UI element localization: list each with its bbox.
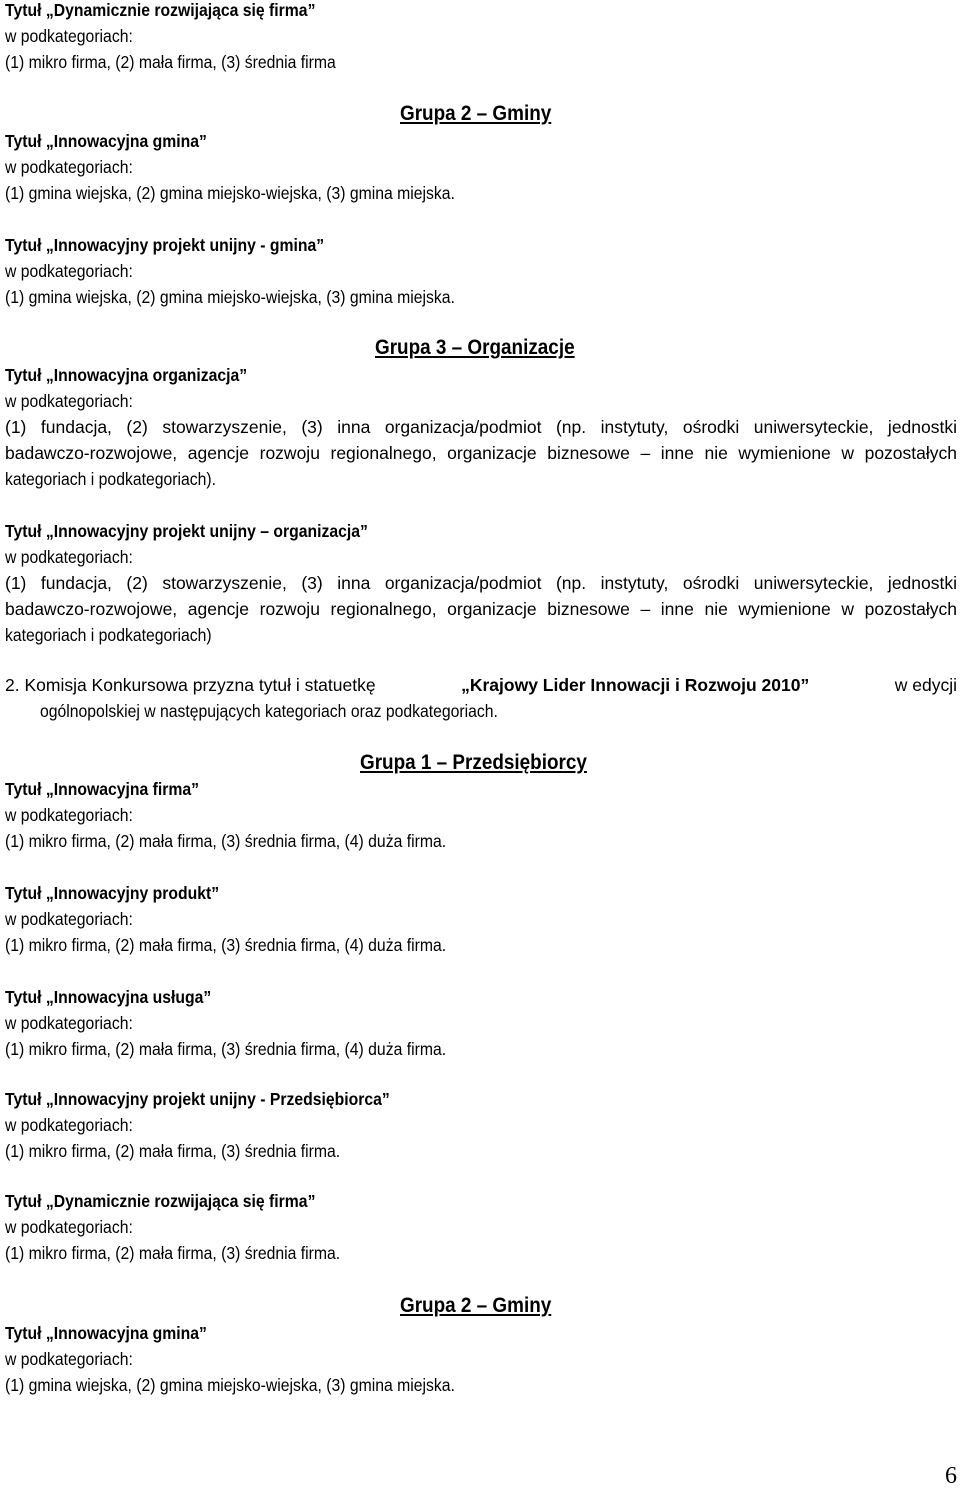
page-number: 6 <box>945 1463 957 1489</box>
award-title: Tytuł „Innowacyjna gmina” <box>5 131 207 151</box>
award-title: Tytuł „Innowacyjna gmina” <box>5 1323 207 1343</box>
award-title: Tytuł „Innowacyjna firma” <box>5 779 199 799</box>
award-title: Tytuł „Dynamicznie rozwijająca się firma” <box>5 1191 316 1211</box>
subcategory-list: kategoriach i podkategoriach). <box>5 469 217 489</box>
paragraph-2-line-1 <box>5 675 957 696</box>
subcategory-label: w podkategoriach: <box>5 1349 133 1369</box>
award-title: Tytuł „Innowacyjny produkt” <box>5 883 220 903</box>
group-heading: Grupa 2 – Gminy <box>400 102 552 125</box>
subcategory-list: (1) gmina wiejska, (2) gmina miejsko-wiejska, (3) gmina miejska. <box>5 183 455 203</box>
subcategory-label: w podkategoriach: <box>5 909 133 929</box>
subcategory-list: (1) gmina wiejska, (2) gmina miejsko-wiejska, (3) gmina miejska. <box>5 287 455 307</box>
subcategory-list: (1) fundacja, (2) stowarzyszenie, (3) inna organizacja/podmiot (np. instytuty, ośrodki uniwersyteckie, jednostki <box>5 417 957 437</box>
subcategory-list: (1) mikro firma, (2) mała firma, (3) średnia firma, (4) duża firma. <box>5 935 447 955</box>
subcategory-label: w podkategoriach: <box>5 547 133 567</box>
subcategory-label: w podkategoriach: <box>5 1013 133 1033</box>
subcategory-label: w podkategoriach: <box>5 157 133 177</box>
group-heading: Grupa 2 – Gminy <box>400 1294 552 1317</box>
group-heading: Grupa 3 – Organizacje <box>375 336 575 359</box>
subcategory-label: w podkategoriach: <box>5 391 133 411</box>
subcategory-list: (1) mikro firma, (2) mała firma, (3) średnia firma <box>5 52 336 72</box>
award-title: Tytuł „Innowacyjna organizacja” <box>5 365 248 385</box>
subcategory-list: (1) mikro firma, (2) mała firma, (3) średnia firma. <box>5 1141 341 1161</box>
award-title: Tytuł „Innowacyjny projekt unijny - Przedsiębiorca” <box>5 1089 390 1109</box>
subcategory-label: w podkategoriach: <box>5 1217 133 1237</box>
award-title: Tytuł „Innowacyjny projekt unijny - gmina” <box>5 235 325 255</box>
subcategory-label: w podkategoriach: <box>5 26 133 46</box>
subcategory-list: kategoriach i podkategoriach) <box>5 625 212 645</box>
subcategory-list: badawczo-rozwojowe, agencje rozwoju regionalnego, organizacje biznesowe – inne nie wymienione w pozostałych <box>5 443 957 463</box>
paragraph-2-line-2: ogólnopolskiej w następujących kategoriach oraz podkategoriach. <box>40 701 498 721</box>
subcategory-label: w podkategoriach: <box>5 261 133 281</box>
subcategory-list: badawczo-rozwojowe, agencje rozwoju regionalnego, organizacje biznesowe – inne nie wymienione w pozostałych <box>5 599 957 619</box>
award-title: Tytuł „Dynamicznie rozwijająca się firma” <box>5 0 316 20</box>
subcategory-label: w podkategoriach: <box>5 805 133 825</box>
group-heading: Grupa 1 – Przedsiębiorcy <box>360 751 587 774</box>
subcategory-list: (1) mikro firma, (2) mała firma, (3) średnia firma, (4) duża firma. <box>5 831 447 851</box>
subcategory-list: (1) mikro firma, (2) mała firma, (3) średnia firma, (4) duża firma. <box>5 1039 447 1059</box>
subcategory-list: (1) gmina wiejska, (2) gmina miejsko-wiejska, (3) gmina miejska. <box>5 1375 455 1395</box>
paragraph-text: w edycji <box>894 675 957 695</box>
award-title: Tytuł „Innowacyjny projekt unijny – organizacja” <box>5 521 368 541</box>
award-title: Tytuł „Innowacyjna usługa” <box>5 987 212 1007</box>
subcategory-label: w podkategoriach: <box>5 1115 133 1135</box>
paragraph-text: 2. Komisja Konkursowa przyzna tytuł i statuetkę <box>5 675 376 695</box>
subcategory-list: (1) fundacja, (2) stowarzyszenie, (3) inna organizacja/podmiot (np. instytuty, ośrodki uniwersyteckie, jednostki <box>5 573 957 593</box>
subcategory-list: (1) mikro firma, (2) mała firma, (3) średnia firma. <box>5 1243 341 1263</box>
award-name: „Krajowy Lider Innowacji i Rozwoju 2010” <box>461 675 810 695</box>
